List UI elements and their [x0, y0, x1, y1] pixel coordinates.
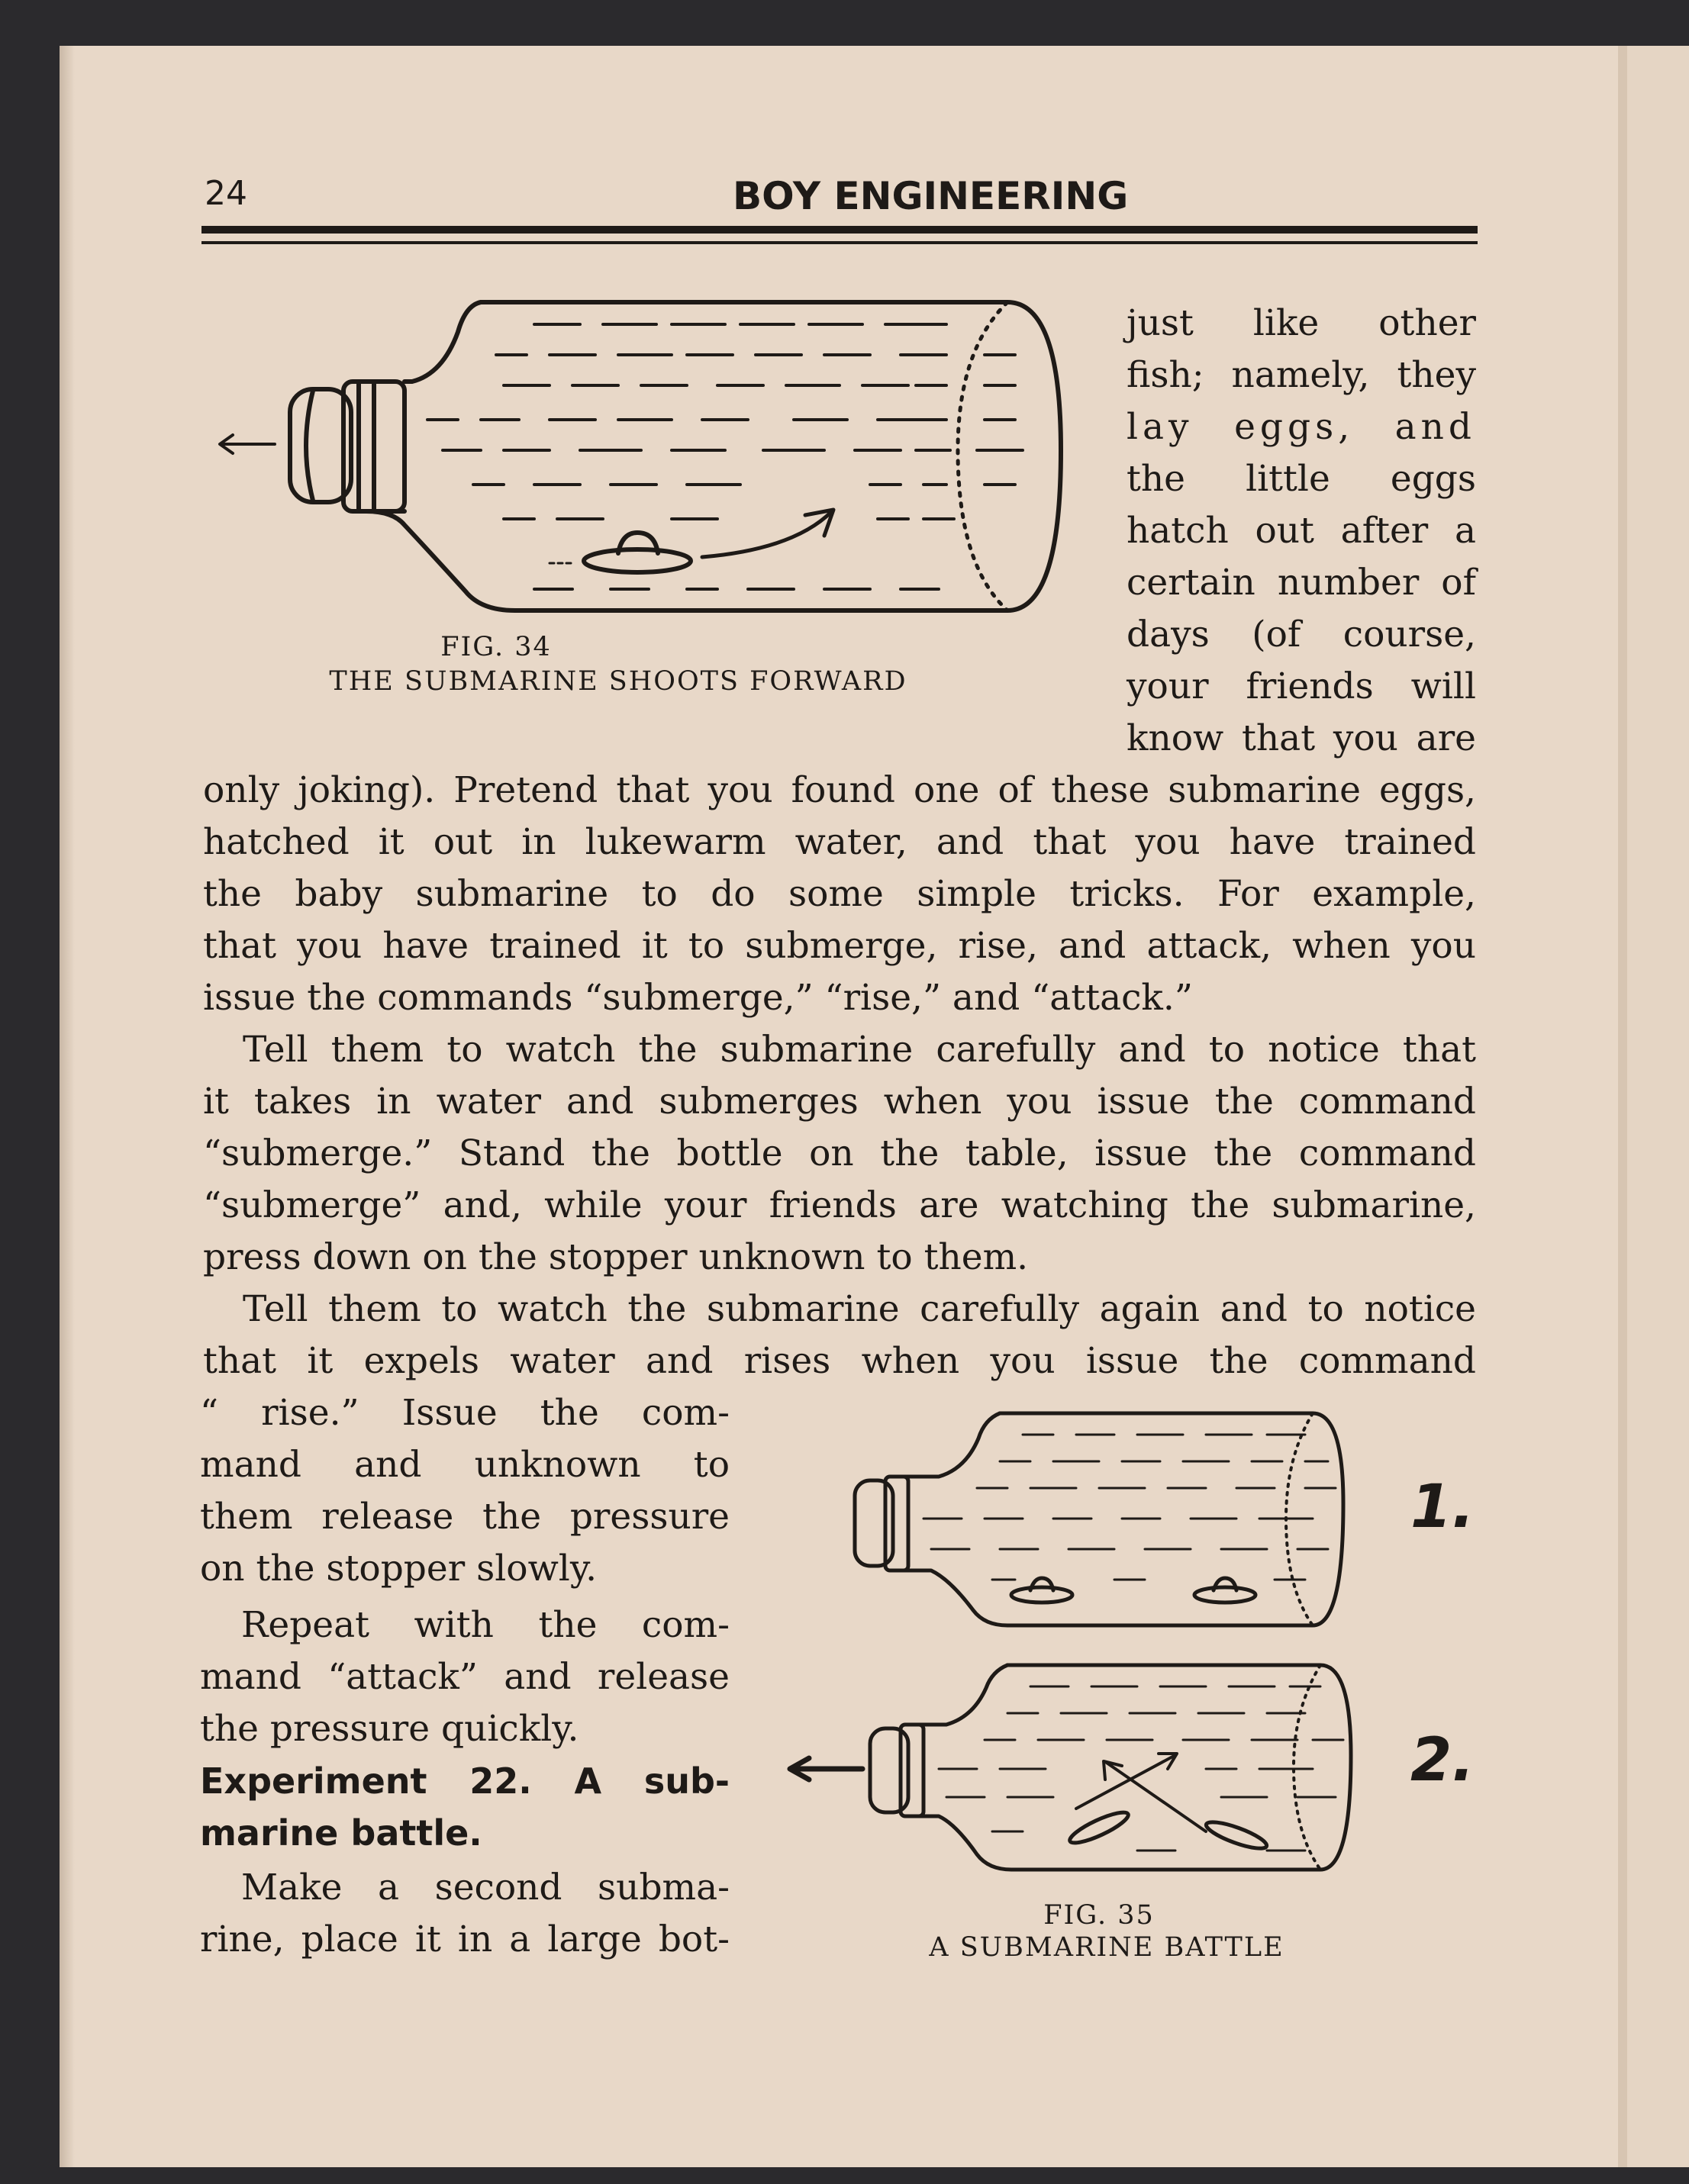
running-head: BOY ENGINEERING: [733, 174, 1129, 218]
left-col-line: rine, place it in a large bot-: [200, 1918, 730, 1960]
body-line: it takes in water and submerges when you issue the command: [203, 1081, 1476, 1123]
left-col-line: the pressure quickly.: [200, 1708, 579, 1750]
left-col-line: Repeat with the com-: [241, 1604, 730, 1646]
body-line: hatched it out in lukewarm water, and that you have trained: [203, 821, 1476, 863]
page-edge-shadow: [60, 46, 75, 2167]
left-col-line: mand and unknown to: [200, 1444, 730, 1486]
fig35-label-2: 2.: [1410, 1726, 1475, 1795]
fig35-label-1: 1.: [1410, 1473, 1475, 1541]
fig34-number: FIG. 34: [440, 632, 552, 662]
body-line: Tell them to watch the submarine carefully again and to notice: [243, 1288, 1476, 1330]
fig35-caption: A SUBMARINE BATTLE: [929, 1932, 1284, 1963]
side-text-line: certain number of: [1127, 562, 1476, 604]
left-col-line: on the stopper slowly.: [200, 1548, 598, 1590]
side-text-line: days (of course,: [1127, 614, 1476, 656]
side-text-line: your friends will: [1127, 665, 1476, 707]
side-text-line: the little eggs: [1127, 458, 1476, 500]
left-col-line: “ rise.” Issue the com-: [200, 1392, 730, 1434]
side-text-line: just like other: [1127, 302, 1476, 344]
body-line: “submerge” and, while your friends are watching the submarine,: [203, 1184, 1476, 1226]
page-number: 24: [205, 174, 247, 213]
body-line: that you have trained it to submerge, rise, and attack, when you: [203, 925, 1476, 967]
body-line: “submerge.” Stand the bottle on the table, issue the command: [203, 1132, 1476, 1174]
header-rule-thick: [201, 226, 1478, 234]
fig34-bottle-illustration: [214, 290, 1076, 626]
fig35-bottles-illustration: [778, 1404, 1359, 1877]
book-gutter: [1618, 46, 1627, 2167]
facing-page-edge: [1627, 46, 1689, 2167]
body-line: Tell them to watch the submarine carefully and to notice that: [243, 1029, 1476, 1071]
side-text-line: hatch out after a: [1127, 510, 1476, 552]
body-line: press down on the stopper unknown to them.: [203, 1236, 1029, 1278]
experiment-heading: Experiment 22. A sub-: [200, 1760, 730, 1802]
body-line: only joking). Pretend that you found one of these submarine eggs,: [203, 769, 1476, 811]
side-text-line: lay eggs, and: [1127, 406, 1476, 448]
fig34-caption: THE SUBMARINE SHOOTS FORWARD: [329, 666, 907, 697]
experiment-heading: marine battle.: [200, 1812, 482, 1854]
left-col-line: Make a second subma-: [241, 1867, 730, 1909]
body-line: issue the commands “submerge,” “rise,” and “attack.”: [203, 977, 1193, 1019]
side-text-line: fish; namely, they: [1127, 354, 1476, 396]
header-rule-thin: [201, 241, 1478, 244]
fig35-number: FIG. 35: [1043, 1900, 1155, 1931]
left-col-line: mand “attack” and release: [200, 1656, 730, 1698]
body-line: the baby submarine to do some simple tricks. For example,: [203, 873, 1476, 915]
side-text-line: know that you are: [1127, 717, 1476, 759]
body-line: that it expels water and rises when you issue the command: [203, 1340, 1476, 1382]
left-col-line: them release the pressure: [200, 1496, 730, 1538]
